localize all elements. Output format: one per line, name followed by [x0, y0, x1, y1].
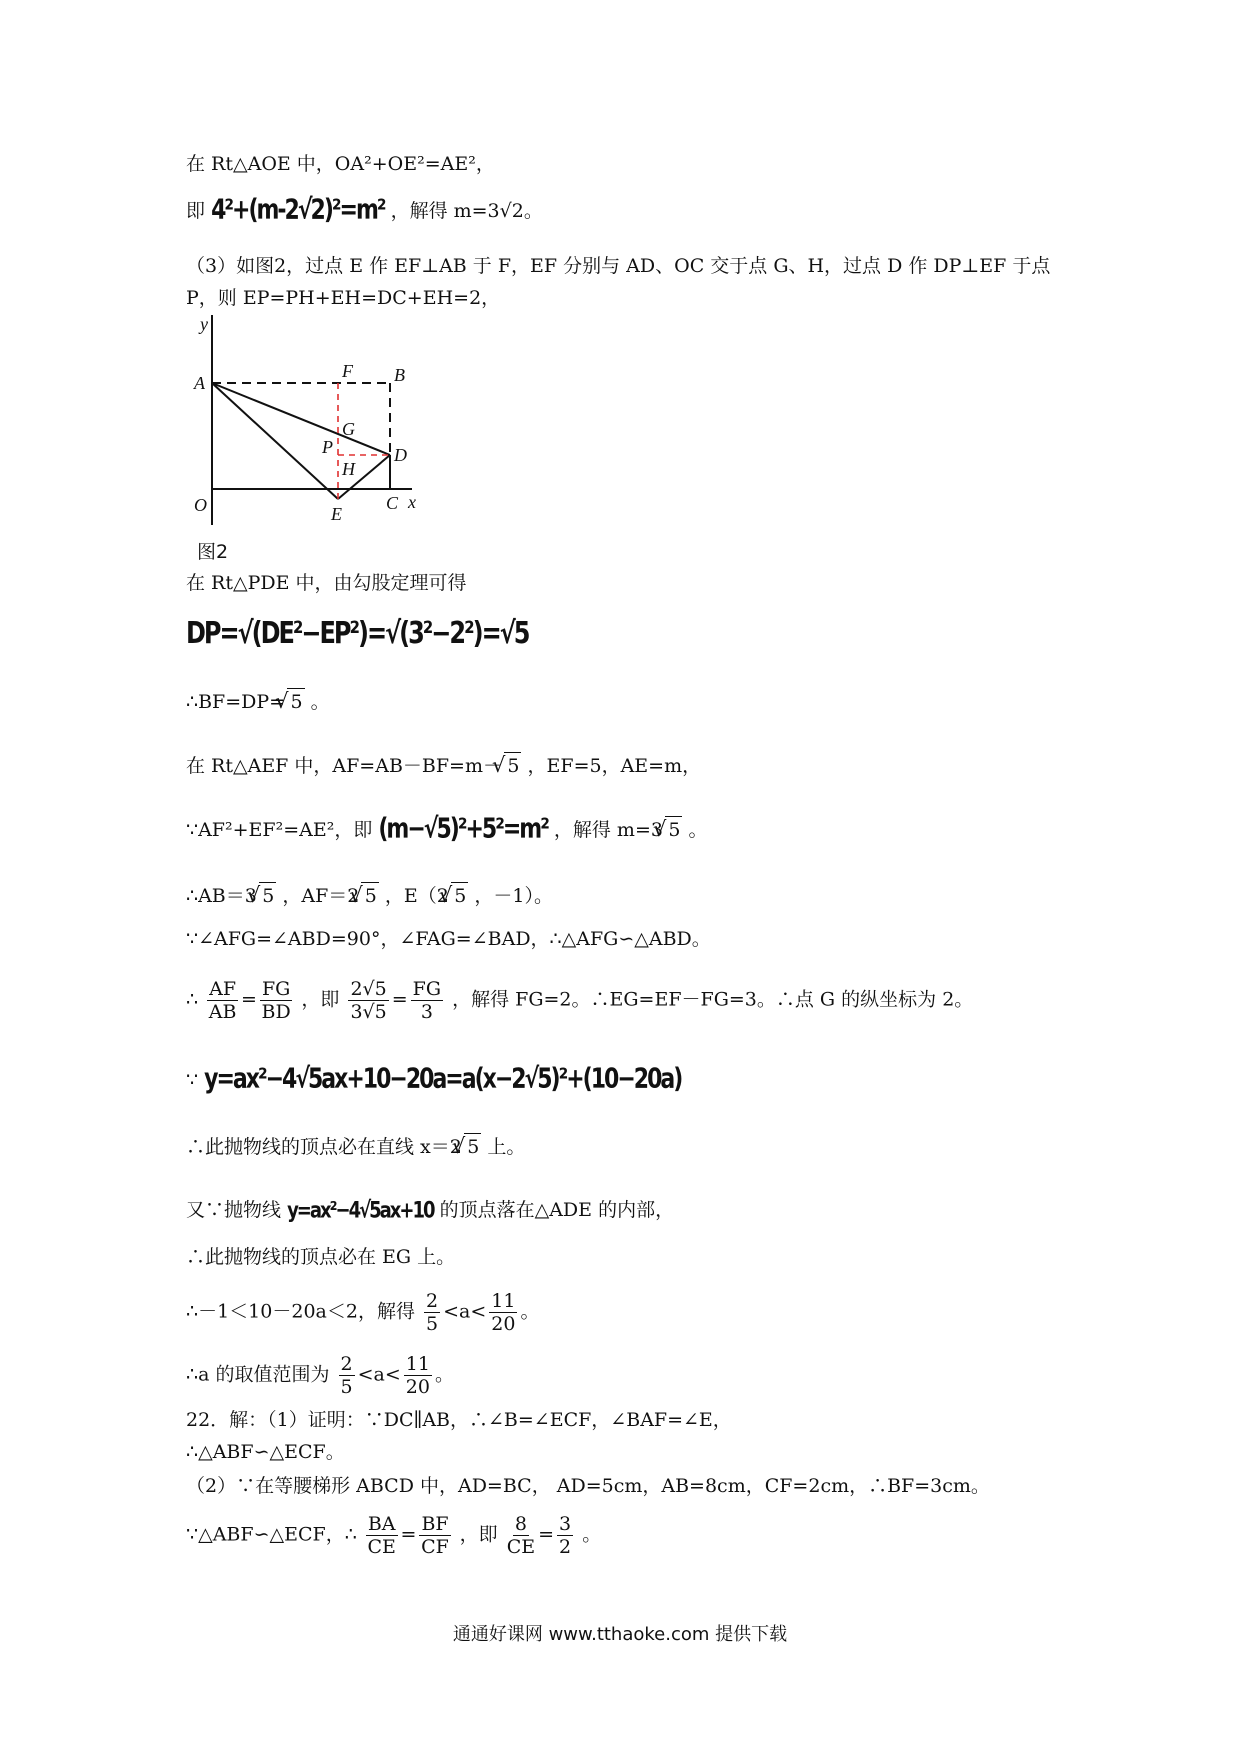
equation-image: y=ax²−4√5ax+10−20a=a(x−2√5)²+(10−20a): [204, 1063, 682, 1095]
label-P: P: [322, 437, 333, 457]
figure-caption: 图2: [197, 541, 229, 563]
line-16: ∴此抛物线的顶点必在 EG 上。: [186, 1246, 456, 1268]
label-x: x: [408, 492, 416, 512]
line-18: ∴a 的取值范围为 $\frac{2}{5}$ <a< $\frac{11}{20}$ 。: [186, 1353, 454, 1398]
label-y: y: [200, 315, 208, 334]
label-C: C: [386, 493, 399, 513]
line-9: ∵AF²+EF²=AE²，即 (m−√5)²+5²=m² ，解得 m=3√ 5 。: [186, 816, 708, 842]
line-13: ∵ y=ax²−4√5ax+10−20a=a(x−2√5)²+(10−20a): [186, 1063, 682, 1095]
line-8: 在 Rt△AEF 中，AF=AB－BF=m－√ 5 ，EF=5，AE=m，: [186, 752, 701, 778]
line-4: P，则 EP=PH+EH=DC+EH=2，: [186, 287, 501, 309]
label-O: O: [194, 495, 207, 515]
line-6: [186, 615, 529, 651]
equation-image: DP=√(DE²−EP²)=√(3²−2²)=√5: [186, 615, 529, 651]
label-G: G: [342, 419, 355, 439]
page-footer: 通通好课网 www.tthaoke.com 提供下载: [452, 1624, 788, 1645]
line-19: 22．解：（1）证明：∵DC∥AB，∴∠B=∠ECF，∠BAF=∠E，: [186, 1409, 732, 1431]
line-5: 在 Rt△PDE 中，由勾股定理可得: [186, 572, 467, 594]
equation-image: y=ax²−4√5ax+10: [287, 1197, 434, 1224]
line-11: ∵∠AFG=∠ABD=90°，∠FAG=∠BAD，∴△AFG∽△ABD。: [186, 928, 711, 950]
line-20: ∴△ABF∽△ECF。: [186, 1441, 345, 1463]
label-H: H: [342, 459, 355, 479]
label-F: F: [342, 361, 353, 381]
line-22: ∵△ABF∽△ECF，∴ $\frac{BA}{CE}$ = $\frac{BF}{CF}$ ，即 $\frac{8}{CE}$ = $\frac{3}{2}$ 。: [186, 1513, 602, 1558]
line-3: （3）如图2，过点 E 作 EF⊥AB 于 F，EF 分别与 AD、OC 交于点 G、H，过点 D 作 DP⊥EF 于点: [186, 255, 1051, 277]
line-7: ∴BF=DP=√ 5 。: [186, 688, 330, 714]
line-10: ∴AB＝3√ 5 ，AF＝2√ 5 ，E（2√ 5 ，－1）。: [186, 882, 553, 908]
line-21: （2）∵在等腰梯形 ABCD 中，AD=BC， AD=5cm，AB=8cm，CF=2cm，∴BF=3cm。: [186, 1475, 990, 1497]
figure-2-diagram: [190, 315, 460, 530]
line-2: 即 4²+(m-2√2)²=m² ，解得 m=3√2。: [186, 194, 543, 226]
segment-AD: [212, 383, 390, 455]
equation-image: (m−√5)²+5²=m²: [378, 813, 548, 845]
line-14: ∴此抛物线的顶点必在直线 x＝2√ 5 上。: [186, 1133, 525, 1159]
label-E: E: [331, 504, 342, 524]
line-12: ∴ $\frac{AF}{AB}$ = $\frac{FG}{BD}$ ，即 $\frac{2√5}{3√5}$ = $\frac{FG}{3}$ ，解得 FG=2。∴EG=EF－FG=3。∴点 G 的纵坐标为 2。: [186, 978, 974, 1023]
line-1: 在 Rt△AOE 中，OA²+OE²=AE²，: [186, 153, 495, 175]
line-15: 又∵抛物线 y=ax²−4√5ax+10 的顶点落在△ADE 的内部，: [186, 1198, 674, 1223]
label-A: A: [194, 373, 205, 393]
line-17: ∴－1＜10－20a＜2，解得 $\frac{2}{5}$ <a< $\frac{11}{20}$ 。: [186, 1290, 540, 1335]
segment-AE: [212, 383, 338, 499]
equation-image: 4²+(m-2√2)²=m²: [211, 194, 385, 226]
label-D: D: [394, 445, 407, 465]
label-B: B: [394, 365, 405, 385]
